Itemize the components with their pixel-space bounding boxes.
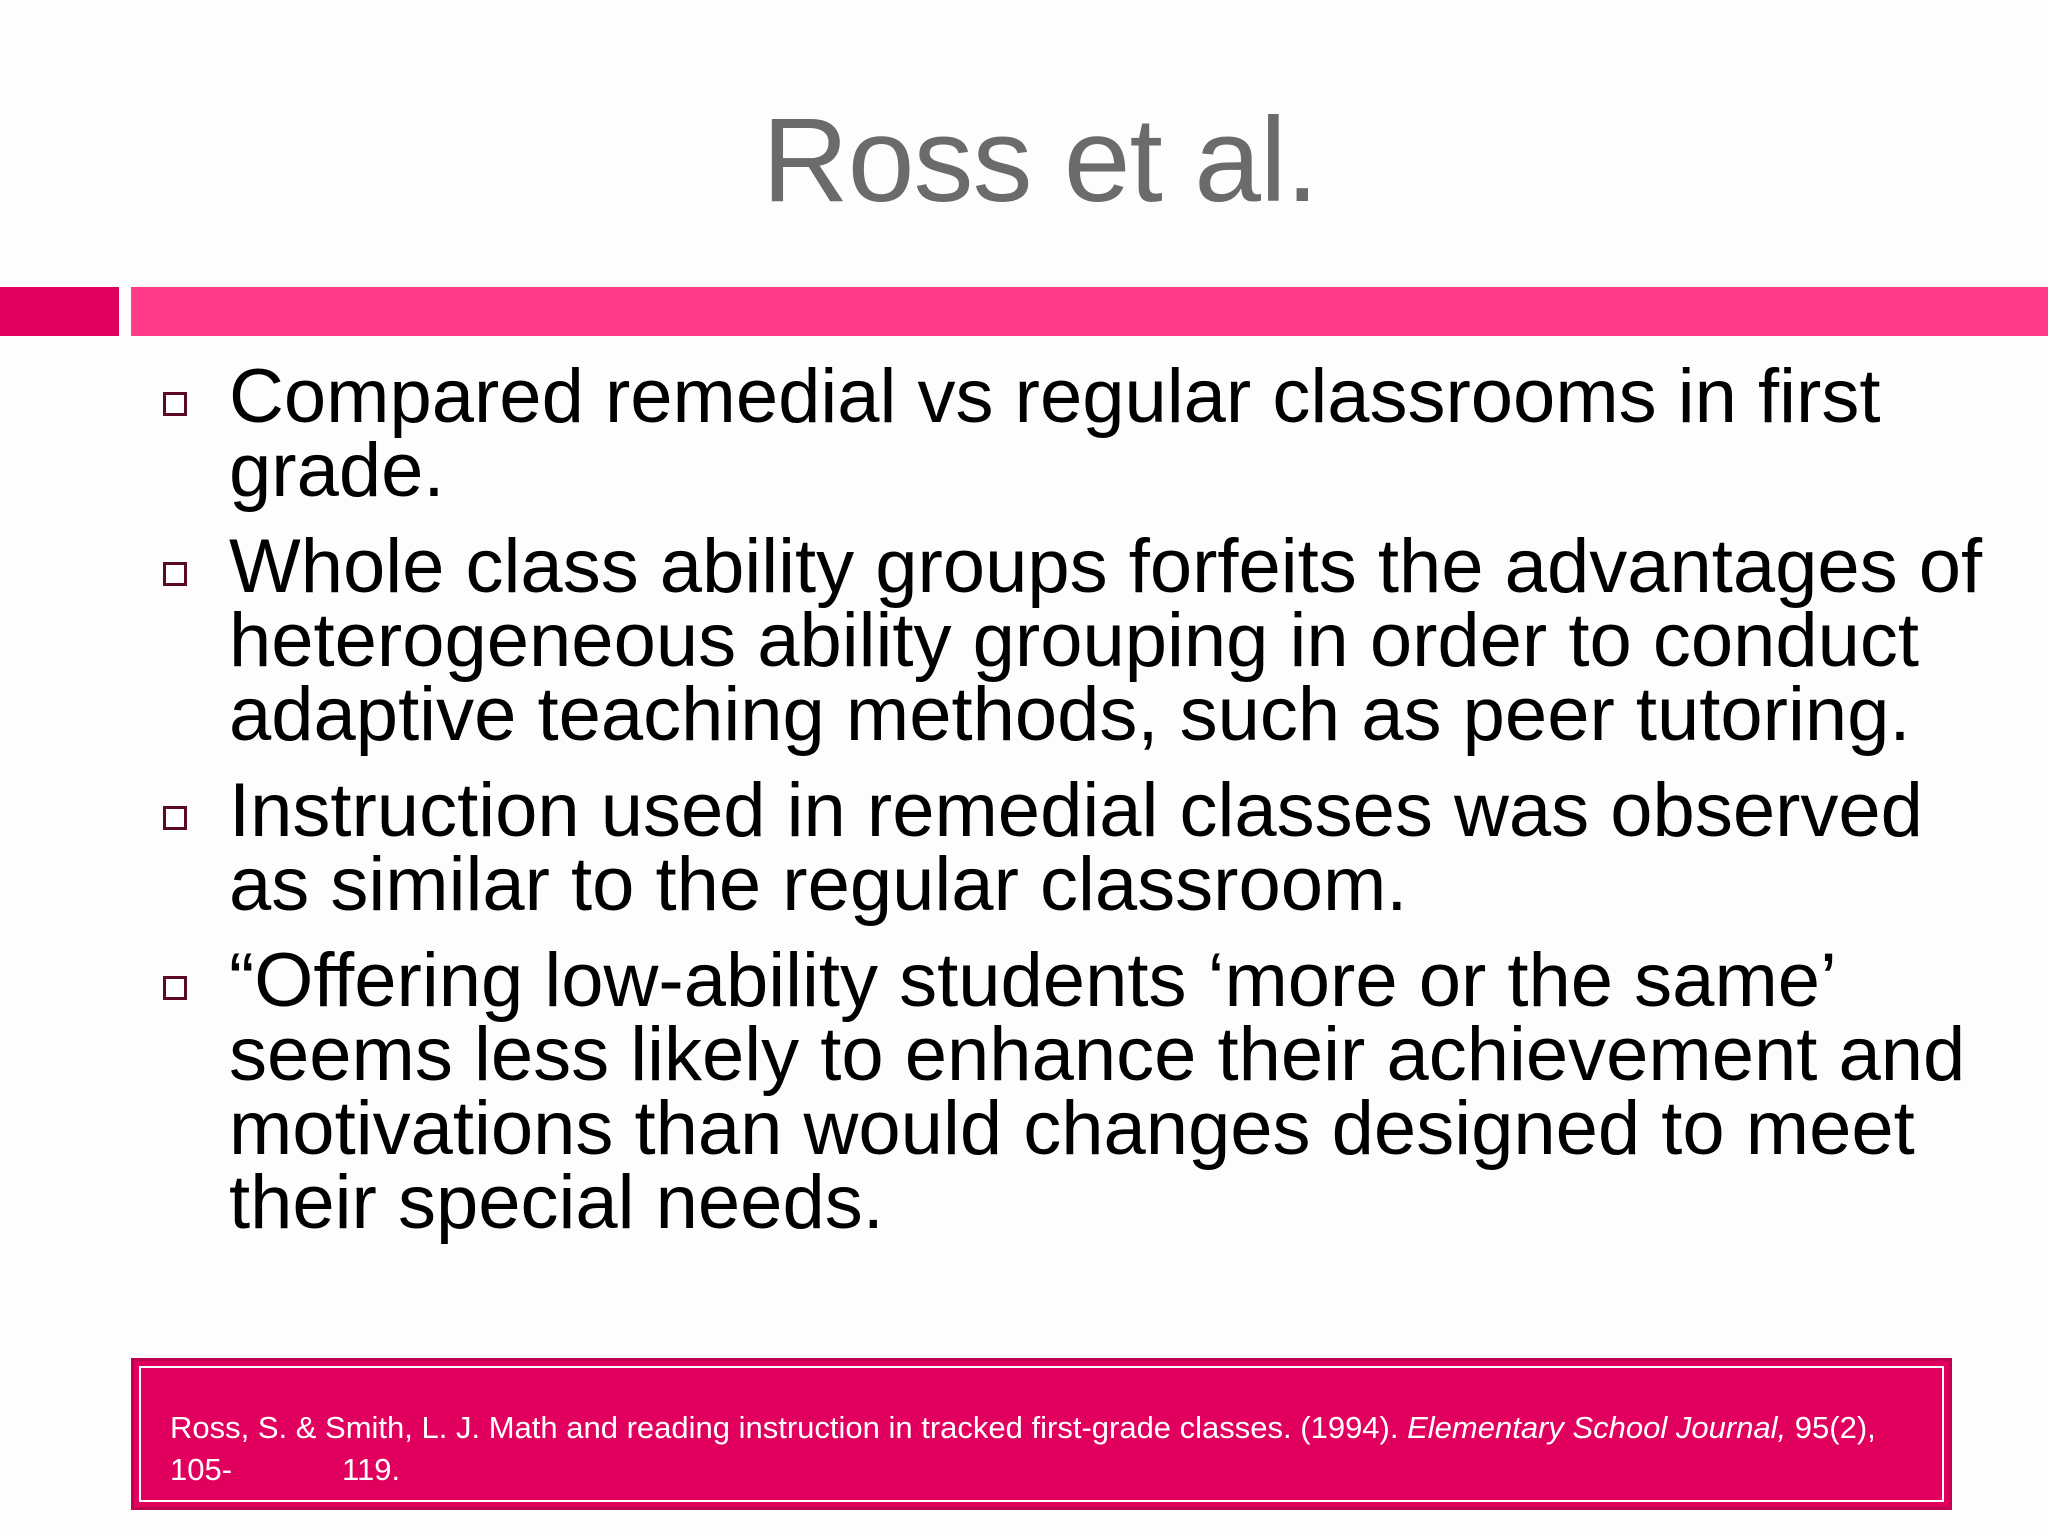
bullet-item (0, 768, 2048, 927)
bullet-text: Instruction used in remedial classes was observed as similar to the regular classroom. (229, 768, 1923, 927)
accent-bar-left (0, 287, 119, 336)
bullet-item (0, 938, 2048, 1245)
bullet-list (0, 354, 2048, 1262)
square-bullet-icon (163, 392, 187, 416)
accent-bar-right (131, 287, 2048, 336)
citation-box (131, 1358, 1952, 1510)
bullet-text: “Offering low-ability students ‘more or the same’ seems less likely to enhance their achievement and motivations than would changes designed to meet their special needs. (229, 938, 1966, 1245)
square-bullet-icon (163, 806, 187, 830)
citation-pages-end: 119. (342, 1452, 401, 1487)
citation-journal: Elementary School Journal, (1407, 1410, 1787, 1445)
slide-title: Ross et al. (762, 93, 1318, 227)
bullet-item (0, 524, 2048, 757)
citation-volume-pages: 95(2), 105- (170, 1410, 1876, 1487)
square-bullet-icon (163, 562, 187, 586)
bullet-text: Compared remedial vs regular classrooms in first grade. (229, 354, 1881, 513)
citation-authors-title: Ross, S. & Smith, L. J. Math and reading instruction in tracked first-grade classes. (1994). (170, 1410, 1408, 1445)
bullet-item (0, 354, 2048, 513)
square-bullet-icon (163, 976, 187, 1000)
citation-text (170, 1407, 1930, 1491)
bullet-text: Whole class ability groups forfeits the advantages of heterogeneous ability grouping in order to conduct adaptive teaching methods, such as peer tutoring. (229, 524, 1983, 757)
